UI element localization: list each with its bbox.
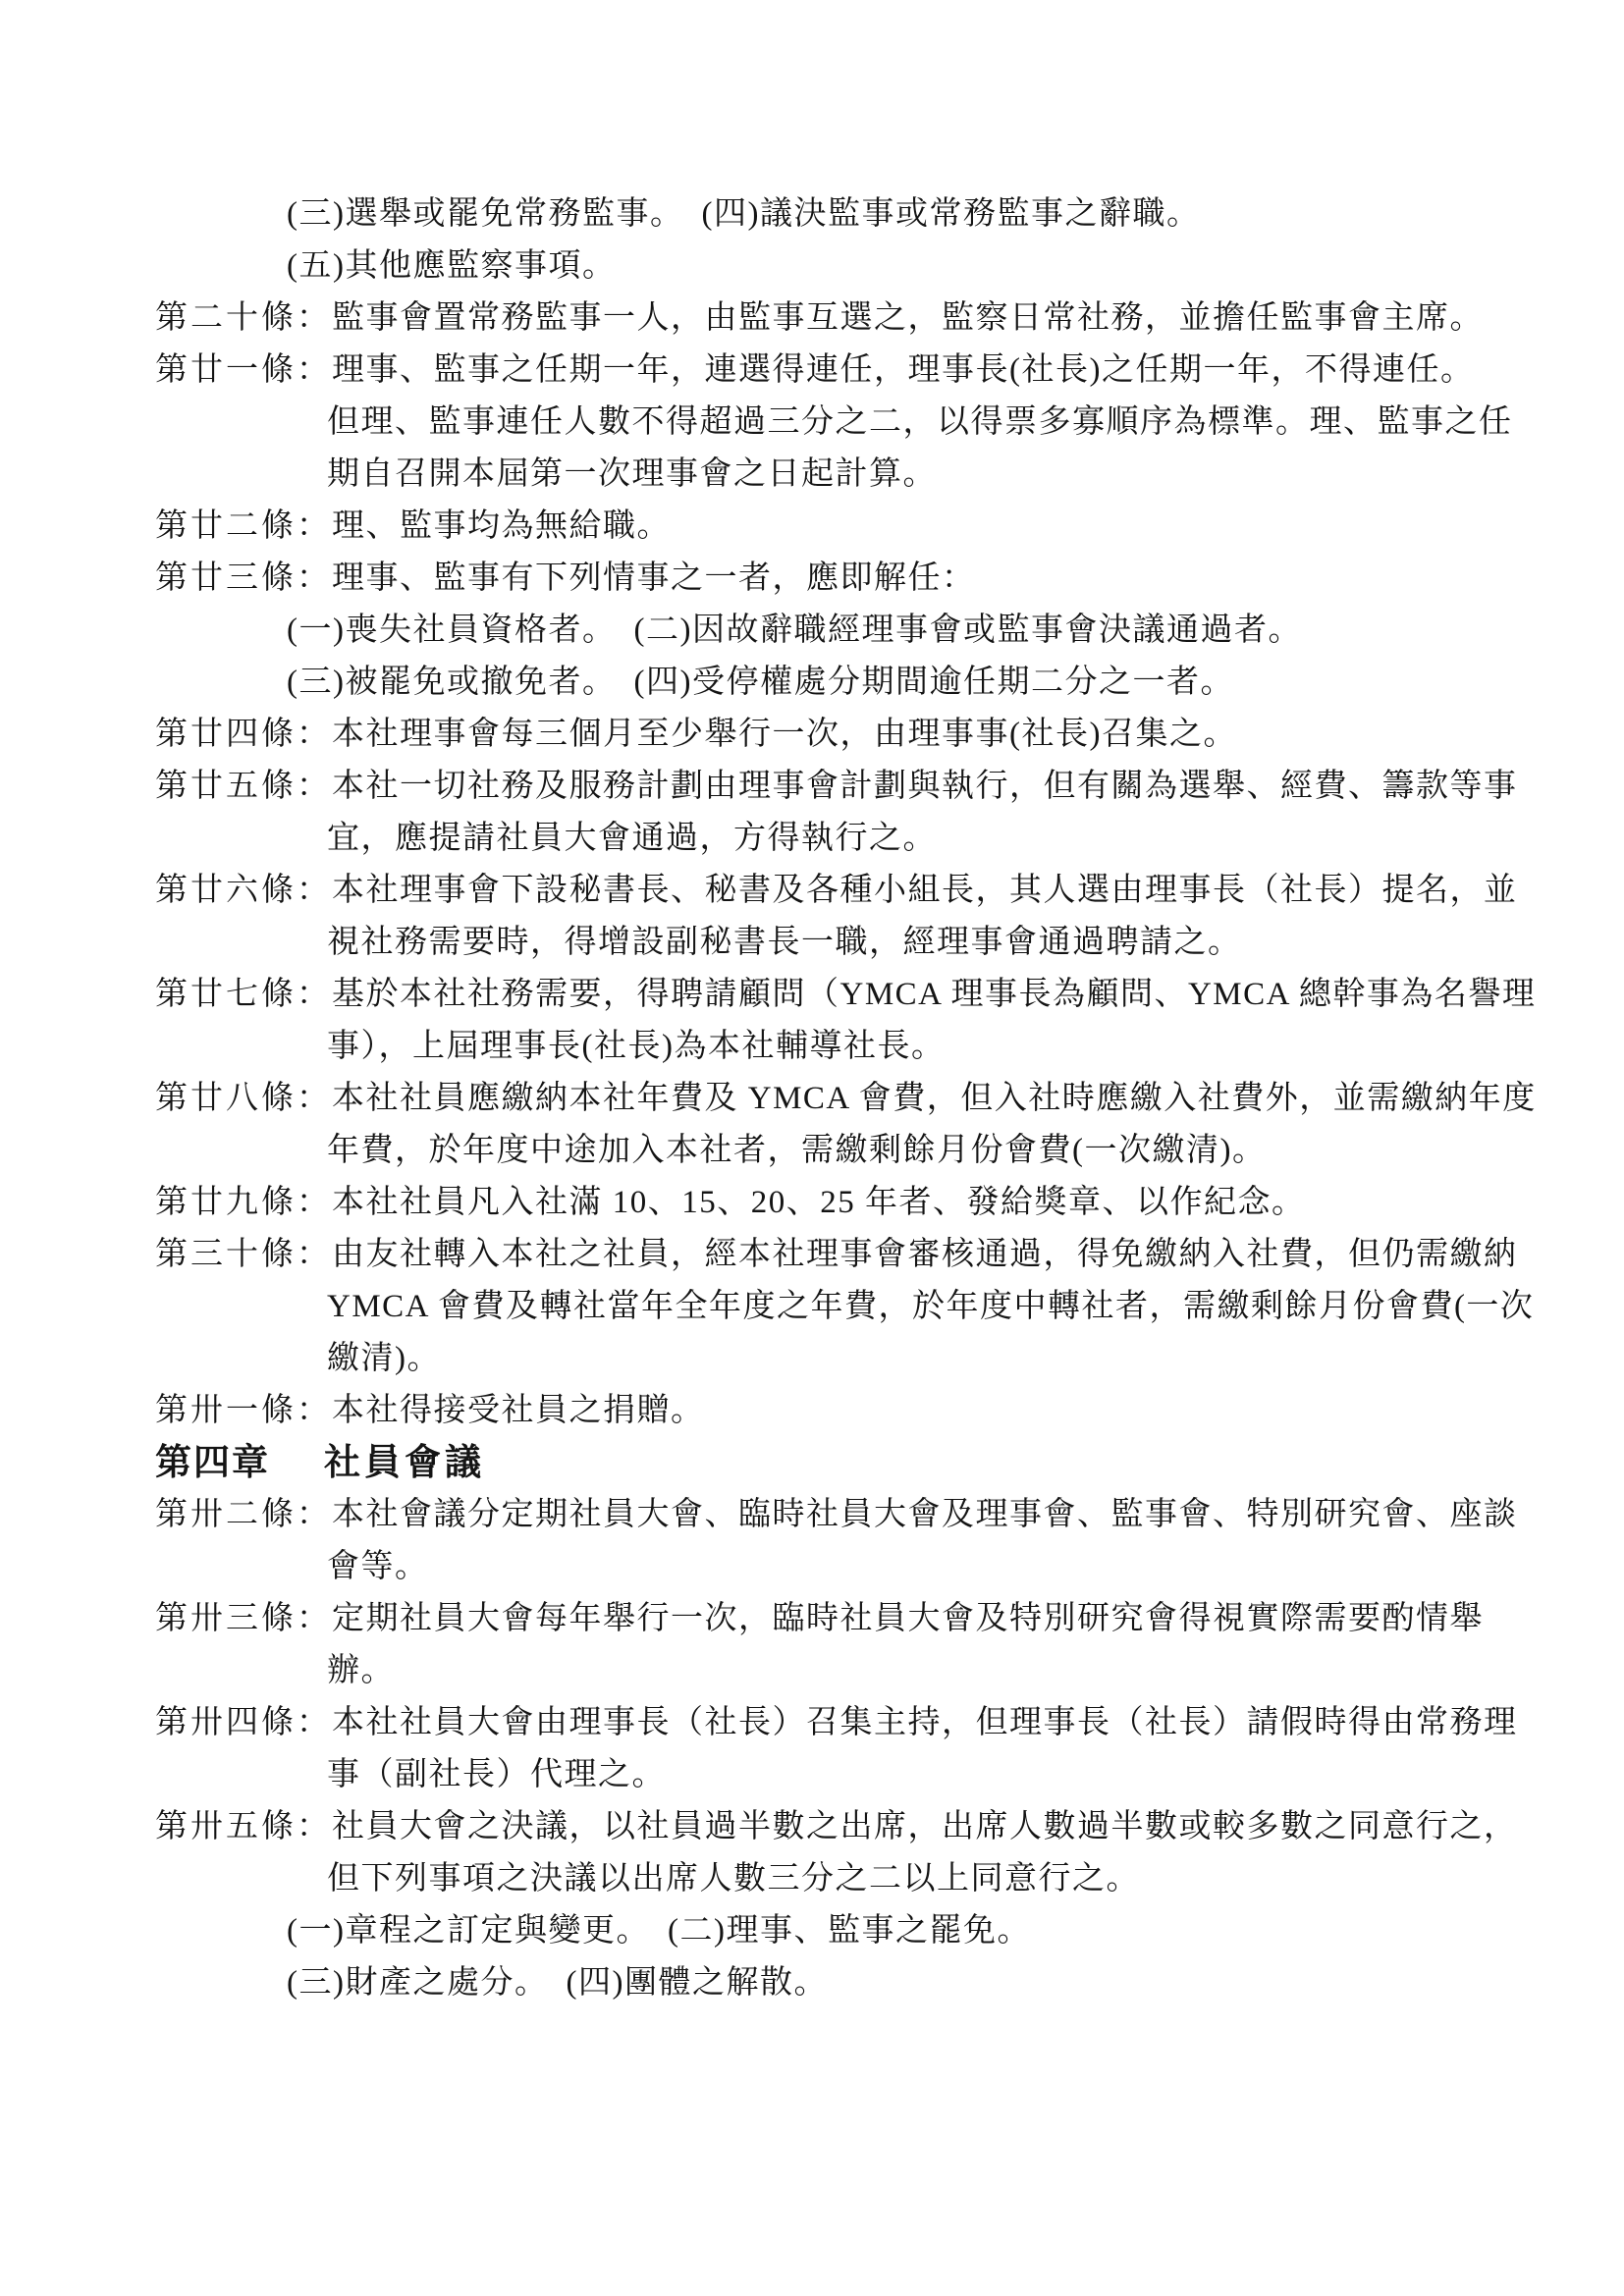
continuation-line: [155, 449, 1604, 501]
continuation-text: 但理、監事連任人數不得超過三分之二，以得票多寡順序為標準。理、監事之任: [327, 404, 1513, 440]
article-line: [155, 1801, 1604, 1853]
continuation-text: 視社務需要時，得增設副秘書長一職，經理事會通過聘請之。: [327, 925, 1242, 960]
article-number: 第卅四條：: [155, 1705, 332, 1740]
article-text: 本社一切社務及服務計劃由理事會計劃與執行，但有關為選舉、經費、籌款等事: [332, 769, 1518, 804]
sub-item-line: [155, 1957, 1604, 2009]
article-text: 社員大會之決議，以社員過半數之出席，出席人數過半數或較多數之同意行之，: [332, 1809, 1518, 1844]
continuation-text: YMCA 會費及轉社當年全年度之年費，於年度中轉社者，需繳剩餘月份會費(一次: [327, 1289, 1535, 1324]
article-number: 第卅五條：: [155, 1809, 332, 1844]
article-line: [155, 293, 1604, 345]
article-line: [155, 1229, 1604, 1281]
article-line: [155, 1073, 1604, 1125]
article-line: [155, 709, 1604, 761]
continuation-text: 繳清)。: [327, 1341, 441, 1376]
article-line: [155, 1489, 1604, 1541]
continuation-line: [155, 397, 1604, 449]
sub-item-line: [155, 605, 1604, 657]
continuation-line: [155, 1749, 1604, 1801]
article-line: [155, 501, 1604, 553]
article-number: 第卅二條：: [155, 1497, 332, 1532]
continuation-text: 會等。: [327, 1549, 429, 1584]
sub-item-line: [155, 240, 1604, 293]
article-text: 由友社轉入本社之社員，經本社理事會審核通過，得免繳納入社費，但仍需繳納: [332, 1237, 1518, 1272]
continuation-line: [155, 1541, 1604, 1593]
continuation-text: 宜，應提請社員大會通過，方得執行之。: [327, 821, 937, 856]
article-text: 本社社員應繳納本社年費及 YMCA 會費，但入社時應繳入社費外，並需繳納年度: [332, 1081, 1537, 1116]
article-text: 本社得接受社員之捐贈。: [332, 1393, 705, 1428]
article-number: 第廿四條：: [155, 717, 332, 752]
article-line: [155, 1593, 1604, 1645]
sub-item-text: (一)喪失社員資格者。 (二)因故辭職經理事會或監事會決議通過者。: [287, 613, 1302, 648]
article-number: 第廿六條：: [155, 873, 332, 908]
chapter-title: 社員會議: [324, 1443, 485, 1483]
chapter-heading: [155, 1437, 1604, 1489]
sub-item-text: (一)章程之訂定與變更。 (二)理事、監事之罷免。: [287, 1913, 1031, 1949]
article-text: 本社理事會下設秘書長、秘書及各種小組長，其人選由理事長（社長）提名，並: [332, 873, 1518, 908]
article-line: [155, 553, 1604, 605]
article-text: 本社社員凡入社滿 10、15、20、25 年者、發給獎章、以作紀念。: [332, 1185, 1306, 1220]
article-text: 理事、監事有下列情事之一者，應即解任：: [332, 561, 976, 596]
article-line: [155, 1177, 1604, 1229]
continuation-line: [155, 1333, 1604, 1385]
chapter-number: 第四章: [155, 1443, 270, 1483]
article-number: 第廿八條：: [155, 1081, 332, 1116]
article-number: 第二十條：: [155, 300, 332, 336]
article-line: [155, 969, 1604, 1021]
article-line: [155, 1385, 1604, 1437]
sub-item-text: (三)選舉或罷免常務監事。 (四)議決監事或常務監事之辭職。: [287, 196, 1201, 232]
article-number: 第三十條：: [155, 1237, 332, 1272]
article-line: [155, 761, 1604, 813]
article-text: 監事會置常務監事一人，由監事互選之，監察日常社務，並擔任監事會主席。: [332, 300, 1484, 336]
continuation-text: 辦。: [327, 1653, 395, 1688]
continuation-line: [155, 1853, 1604, 1905]
article-number: 第卅一條：: [155, 1393, 332, 1428]
article-text: 本社社員大會由理事長（社長）召集主持，但理事長（社長）請假時得由常務理: [332, 1705, 1518, 1740]
article-number: 第廿九條：: [155, 1185, 332, 1220]
sub-item-text: (三)被罷免或撤免者。 (四)受停權處分期間逾任期二分之一者。: [287, 665, 1234, 700]
continuation-line: [155, 1645, 1604, 1697]
article-text: 基於本社社務需要，得聘請顧問（YMCA 理事長為顧問、YMCA 總幹事為名譽理: [332, 977, 1537, 1012]
continuation-line: [155, 1125, 1604, 1177]
continuation-line: [155, 1021, 1604, 1073]
sub-item-text: (五)其他應監察事項。: [287, 248, 617, 284]
article-number: 第廿七條：: [155, 977, 332, 1012]
document-body: [155, 188, 1604, 2009]
article-number: 第廿三條：: [155, 561, 332, 596]
article-line: [155, 865, 1604, 917]
article-text: 定期社員大會每年舉行一次，臨時社員大會及特別研究會得視實際需要酌情舉: [332, 1601, 1484, 1636]
article-number: 第卅三條：: [155, 1601, 332, 1636]
article-text: 理事、監事之任期一年，連選得連任，理事長(社長)之任期一年，不得連任。: [332, 352, 1475, 388]
sub-item-line: [155, 1905, 1604, 1957]
article-line: [155, 1697, 1604, 1749]
article-text: 理、監事均為無給職。: [332, 508, 671, 544]
sub-item-line: [155, 657, 1604, 709]
article-number: 第廿一條：: [155, 352, 332, 388]
article-text: 本社理事會每三個月至少舉行一次，由理事事(社長)召集之。: [332, 717, 1237, 752]
continuation-line: [155, 1281, 1604, 1333]
article-line: [155, 345, 1604, 397]
article-text: 本社會議分定期社員大會、臨時社員大會及理事會、監事會、特別研究會、座談: [332, 1497, 1518, 1532]
continuation-line: [155, 813, 1604, 865]
sub-item-line: [155, 188, 1604, 240]
continuation-text: 事），上屆理事長(社長)為本社輔導社長。: [327, 1029, 946, 1064]
continuation-line: [155, 917, 1604, 969]
continuation-text: 期自召開本屆第一次理事會之日起計算。: [327, 456, 937, 492]
continuation-text: 但下列事項之決議以出席人數三分之二以上同意行之。: [327, 1861, 1140, 1896]
article-number: 第廿五條：: [155, 769, 332, 804]
sub-item-text: (三)財產之處分。 (四)團體之解散。: [287, 1965, 828, 2001]
continuation-text: 事（副社長）代理之。: [327, 1757, 666, 1792]
continuation-text: 年費，於年度中途加入本社者，需繳剩餘月份會費(一次繳清)。: [327, 1133, 1267, 1168]
article-number: 第廿二條：: [155, 508, 332, 544]
